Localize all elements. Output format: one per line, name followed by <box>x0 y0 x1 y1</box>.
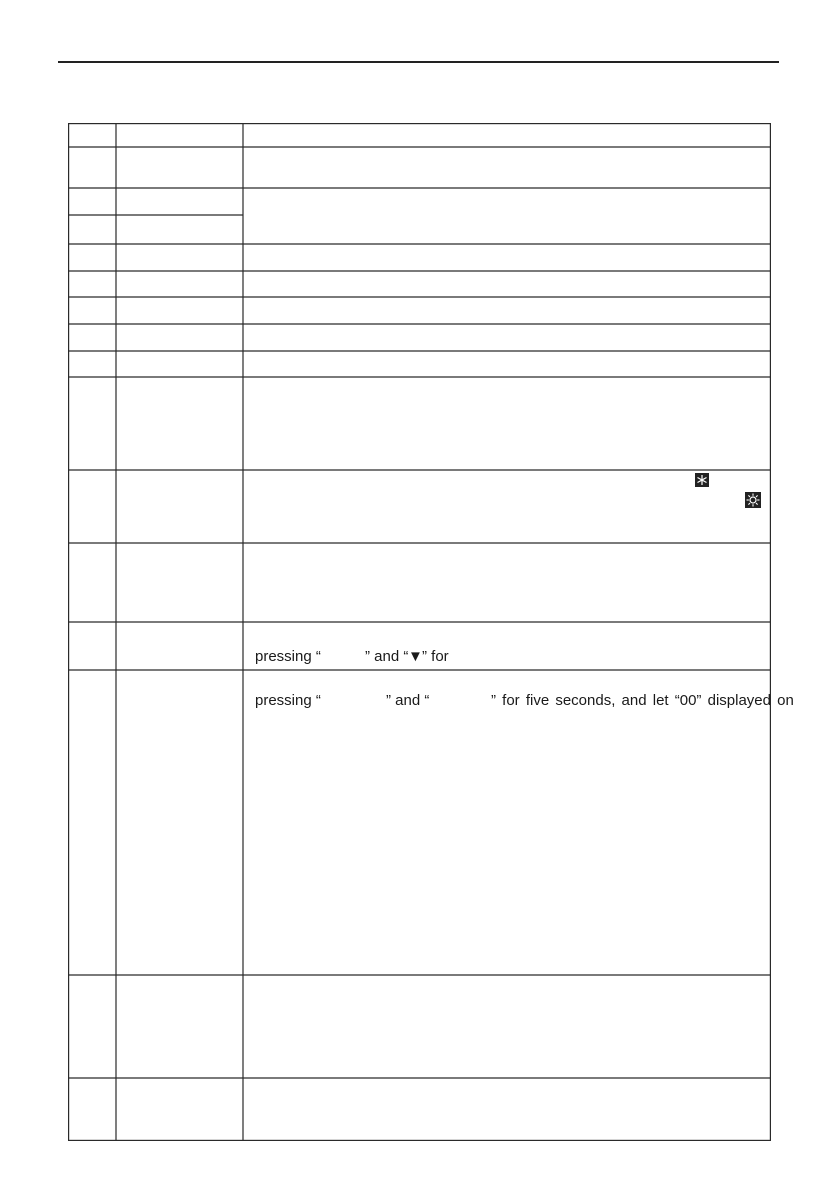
spec-table <box>68 123 794 1141</box>
row12-text-prefix: pressing “ <box>255 692 321 709</box>
snowflake-mode-icon <box>695 473 709 487</box>
down-arrow-icon: ▼ <box>408 648 423 665</box>
sun-mode-icon <box>745 492 761 508</box>
row11-text-suffix: ” for <box>422 648 449 665</box>
row11-text-mid: ” and “ <box>365 648 409 665</box>
row12-text-suffix: ” for five seconds, and let “00” displayed on <box>491 692 794 709</box>
row12-text-mid: ” and “ <box>386 692 430 709</box>
row11-text-prefix: pressing “ <box>255 648 321 665</box>
table-border <box>69 124 771 1141</box>
table-grid-lines <box>68 123 771 1141</box>
header-rule <box>58 61 779 63</box>
